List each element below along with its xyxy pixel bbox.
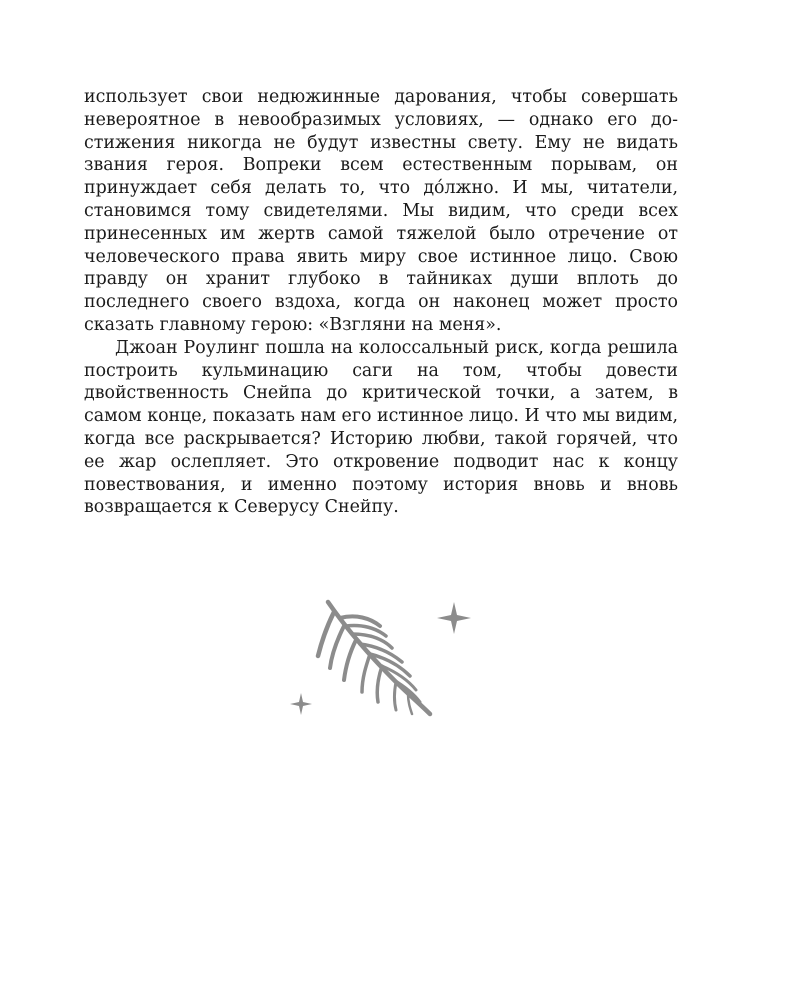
feather-ornament-icon — [282, 596, 478, 726]
paragraph-1: использует свои недюжинные дарования, чтобы совершать невероятное в невообразимых условиях, — однако его достижения никогда не будут известны свету. Ему не видать звания героя. Вопреки всем естественным порывам, он принуждает себя делать то, что до́лжно. И мы, читатели, становимся тому свидетелями. Мы видим, что среди всех принесенных им жертв самой тяжелой было отречение от человеческого права явить миру свое истинное лицо. Свою правду он хранит глубоко в тайниках души вплоть до последнего своего вздоха, когда он наконец может просто сказать главному герою: «Взгляни на меня». — [84, 87, 678, 335]
feather-icon — [318, 602, 430, 714]
sparkle-large-icon — [437, 602, 471, 634]
paragraph-2: Джоан Роулинг пошла на колоссальный риск, когда решила построить кульминацию саги на том, чтобы довести двойственность Снейпа до критической точки, а затем, в самом конце, показать нам его истинное лицо. И что мы видим, когда все раскрывается? Историю любви, такой горячей, что ее жар ослепляет. Это откровение подводит нас к концу повествования, и именно поэтому история вновь и вновь возвращается к Северусу Снейпу. — [84, 337, 678, 518]
sparkle-small-icon — [290, 693, 312, 715]
body-text — [84, 86, 678, 519]
